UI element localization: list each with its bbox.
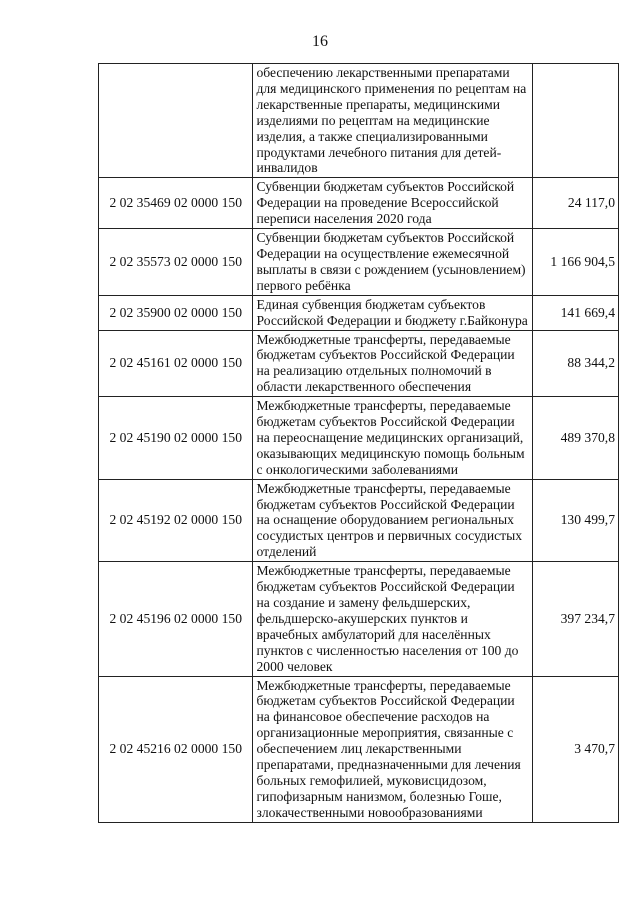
table-row [99,229,619,296]
amount-cell: 130 499,7 [533,479,619,562]
amount-cell: 489 370,8 [533,397,619,480]
table-row [99,479,619,562]
revenue-name-cell: Межбюджетные трансферты, передаваемые бюджетам субъектов Российской Федерации на финансовое обеспечение расходов на организационные мероприятия, связанные с обеспечением лиц лекарственными препаратами, предназначенными для лечения больных гемофилией, муковисцидозом, гипофизарным нанизмом, болезнью Гоше, злокачественными новообразованиями [253,676,533,822]
table-row [99,330,619,397]
revenue-name-cell: Субвенции бюджетам субъектов Российской Федерации на проведение Всероссийской переписи населения 2020 года [253,178,533,229]
budget-code-cell: 2 02 45196 02 0000 150 [99,562,253,676]
amount-cell: 1 166 904,5 [533,229,619,296]
amount-cell: 3 470,7 [533,676,619,822]
budget-code-cell: 2 02 35900 02 0000 150 [99,295,253,330]
table-row [99,397,619,480]
budget-code-cell: 2 02 45192 02 0000 150 [99,479,253,562]
revenue-name-cell: Межбюджетные трансферты, передаваемые бюджетам субъектов Российской Федерации на оснащение оборудованием региональных сосудистых центров и первичных сосудистых отделений [253,479,533,562]
budget-revenue-table [98,63,619,823]
revenue-name-cell: Субвенции бюджетам субъектов Российской Федерации на осуществление ежемесячной выплаты в связи с рождением (усыновлением) первого ребёнка [253,229,533,296]
table-row [99,676,619,822]
revenue-name-cell: Межбюджетные трансферты, передаваемые бюджетам субъектов Российской Федерации на переоснащение медицинских организаций, оказывающих медицинскую помощь больным с онкологическими заболеваниями [253,397,533,480]
revenue-name-cell: Межбюджетные трансферты, передаваемые бюджетам субъектов Российской Федерации на создание и замену фельдшерских, фельдшерско-акушерских пунктов и врачебных амбулаторий для населённых пунктов с численностью населения от 100 до 2000 человек [253,562,533,676]
revenue-name-cell: Межбюджетные трансферты, передаваемые бюджетам субъектов Российской Федерации на реализацию отдельных полномочий в области лекарственного обеспечения [253,330,533,397]
budget-code-cell: 2 02 35573 02 0000 150 [99,229,253,296]
amount-cell: 397 234,7 [533,562,619,676]
table-row [99,562,619,676]
table-row [99,295,619,330]
budget-code-cell: 2 02 45161 02 0000 150 [99,330,253,397]
amount-cell [533,64,619,178]
revenue-name-cell: Единая субвенция бюджетам субъектов Российской Федерации и бюджету г.Байконура [253,295,533,330]
amount-cell: 24 117,0 [533,178,619,229]
amount-cell: 88 344,2 [533,330,619,397]
amount-cell: 141 669,4 [533,295,619,330]
budget-code-cell [99,64,253,178]
table-row [99,64,619,178]
page-number: 16 [312,33,328,50]
budget-code-cell: 2 02 35469 02 0000 150 [99,178,253,229]
budget-code-cell: 2 02 45190 02 0000 150 [99,397,253,480]
budget-code-cell: 2 02 45216 02 0000 150 [99,676,253,822]
table-row [99,178,619,229]
revenue-name-cell: обеспечению лекарственными препаратами для медицинского применения по рецептам на лекарственные препараты, медицинскими изделиями по рецептам на медицинские изделия, а также специализированными продуктами лечебного питания для детей-инвалидов [253,64,533,178]
